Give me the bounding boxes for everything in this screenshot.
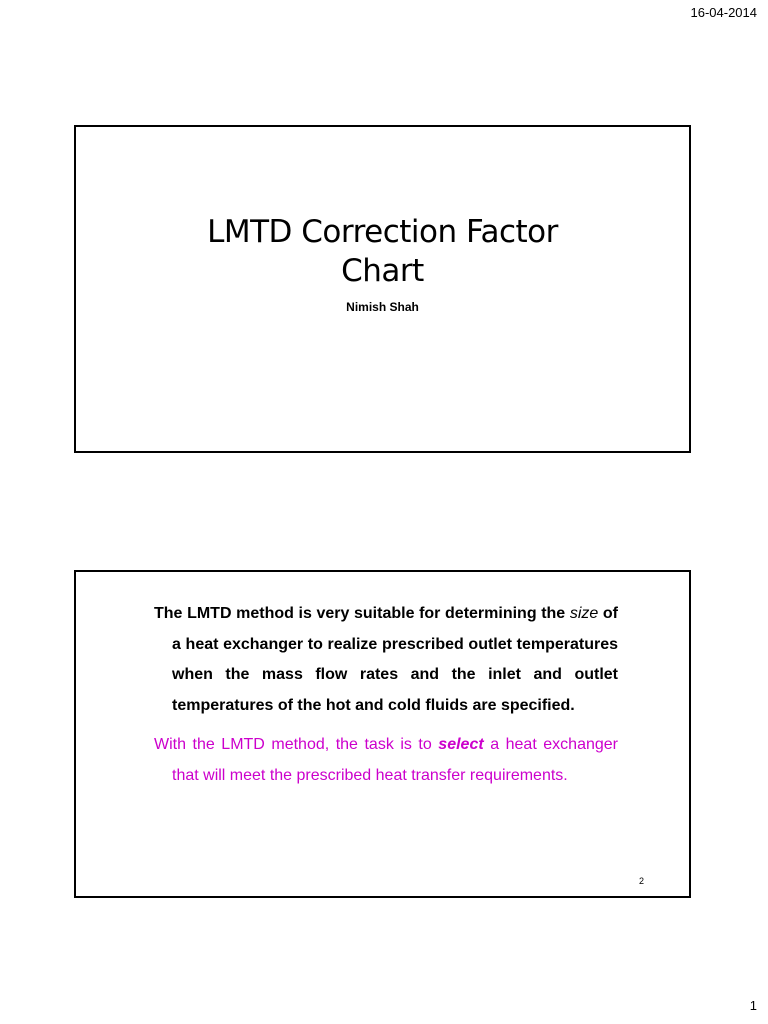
slide-title-line-2: Chart: [341, 253, 424, 289]
title-slide: [74, 125, 691, 453]
slide-author: Nimish Shah: [346, 300, 419, 314]
paragraph-text: With the LMTD method, the task is to: [154, 736, 439, 753]
emphasis-size: size: [569, 605, 599, 622]
page-number: 1: [749, 998, 757, 1013]
page-date: 16-04-2014: [690, 5, 757, 20]
paragraph-text: a heat exchanger that will meet the prescribed heat transfer requirements.: [172, 736, 619, 784]
paragraph-lmtd-select: [154, 730, 618, 791]
slide-title-line-1: LMTD Correction Factor: [207, 214, 558, 250]
slide-body: [154, 599, 618, 791]
slide-number: 2: [638, 876, 644, 886]
paragraph-text: of a heat exchanger to realize prescribed outlet temperatures when the mass flow rates and the inlet and outlet temperatures of the hot and cold fluids are specified.: [172, 605, 618, 714]
emphasis-select: select: [438, 736, 484, 753]
paragraph-lmtd-size: [154, 599, 618, 721]
paragraph-text: The LMTD method is very suitable for determining the: [154, 605, 570, 622]
slide-title: [76, 213, 689, 291]
content-slide: [74, 570, 691, 898]
